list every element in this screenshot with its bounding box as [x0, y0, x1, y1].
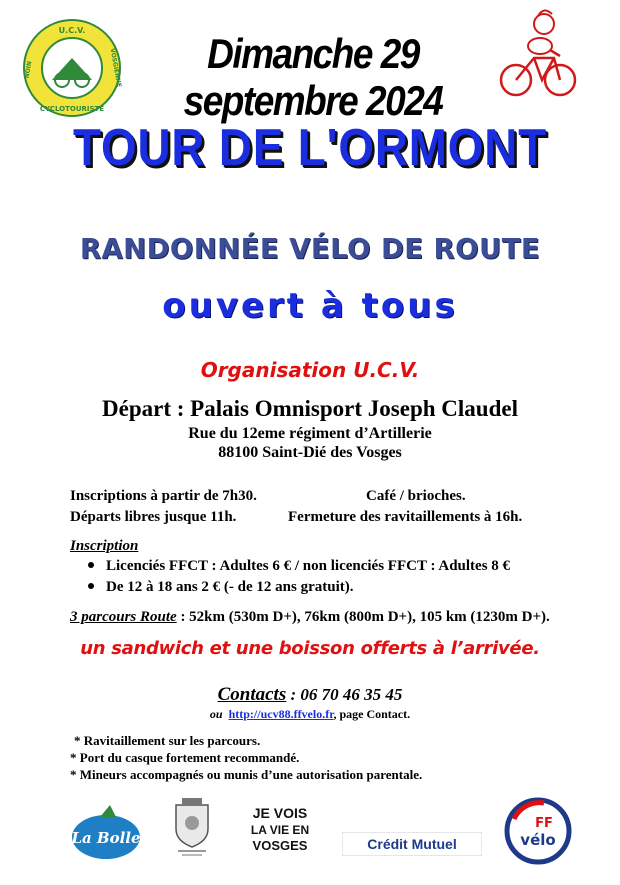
event-subtitle: RANDONNÉE VÉLO DE ROUTE: [79, 232, 541, 265]
ucv-logo: [22, 18, 122, 118]
bullet-icon: [88, 583, 94, 589]
ravitaillement-closing: Fermeture des ravitaillements à 16h.: [288, 509, 523, 525]
website-suffix: , page Contact.: [333, 707, 411, 721]
bullet-icon: [88, 562, 94, 568]
parcours-line: [70, 609, 550, 626]
contact-web-line: [0, 707, 620, 722]
cm-text: Crédit Mutuel: [367, 836, 457, 852]
jvlv-line-1: JE VOIS: [252, 805, 308, 821]
sponsor-crest-logo: [172, 795, 212, 857]
website-link[interactable]: http://ucv88.ffvelo.fr: [228, 707, 334, 721]
note-mineurs: * Mineurs accompagnés ou munis d’une autorisation parentale.: [70, 767, 423, 782]
sponsor-la-bolle-logo: [70, 803, 142, 861]
contacts-label: Contacts: [217, 684, 287, 705]
bolle-text: La Bolle: [71, 829, 141, 847]
event-title: TOUR DE L'ORMONT: [72, 119, 548, 177]
jvlv-line-2: LA VIE EN: [250, 823, 310, 837]
address-street: Rue du 12eme régiment d’Artillerie: [188, 425, 432, 442]
sponsor-credit-mutuel-logo: [342, 832, 482, 856]
ff-text: FF: [535, 816, 553, 831]
cyclist-mascot-icon: [498, 6, 578, 106]
logo-top-text: U.C.V.: [58, 26, 86, 35]
note-ravitaillement: * Ravitaillement sur les parcours.: [74, 733, 261, 748]
list-item: [88, 579, 354, 596]
sponsor-je-vois-la-vie-en-vosges-logo: [248, 800, 312, 856]
logo-right-text: VOSGIENNE: [108, 47, 122, 88]
contacts-line: [0, 684, 620, 706]
jvlv-line-3: VOSGES: [252, 838, 308, 853]
arrival-offer: un sandwich et une boisson offerts à l’arrivée.: [80, 638, 540, 659]
price-youth: De 12 à 18 ans 2 € (- de 12 ans gratuit).: [106, 579, 354, 595]
logo-left-text: NOIN: [23, 60, 34, 79]
velo-text: vélo: [520, 831, 556, 849]
cafe-brioches: Café / brioches.: [366, 488, 466, 504]
departs-time: Départs libres jusque 11h.: [70, 509, 237, 525]
organisation-label: Organisation U.C.V.: [200, 358, 420, 382]
note-casque: * Port du casque fortement recommandé.: [70, 750, 300, 765]
parcours-label: 3 parcours Route: [70, 609, 177, 625]
event-date: Dimanche 29 septembre 2024: [183, 30, 443, 124]
open-to-all: ouvert à tous: [162, 286, 458, 326]
inscriptions-time: Inscriptions à partir de 7h30.: [70, 488, 257, 504]
contact-phone: : 06 70 46 35 45: [286, 685, 403, 704]
depart-location: Départ : Palais Omnisport Joseph Claudel: [102, 396, 518, 421]
sponsor-ff-velo-logo: [504, 797, 572, 865]
or-label: ou: [209, 707, 223, 721]
list-item: [88, 558, 510, 575]
logo-bottom-text: CYCLOTOURISTE: [39, 105, 105, 113]
inscription-heading: Inscription: [70, 538, 139, 554]
address-city: 88100 Saint-Dié des Vosges: [218, 444, 402, 461]
price-adults: Licenciés FFCT : Adultes 6 € / non licenciés FFCT : Adultes 8 €: [106, 558, 511, 574]
parcours-text: : 52km (530m D+), 76km (800m D+), 105 km (1230m D+).: [176, 609, 550, 625]
